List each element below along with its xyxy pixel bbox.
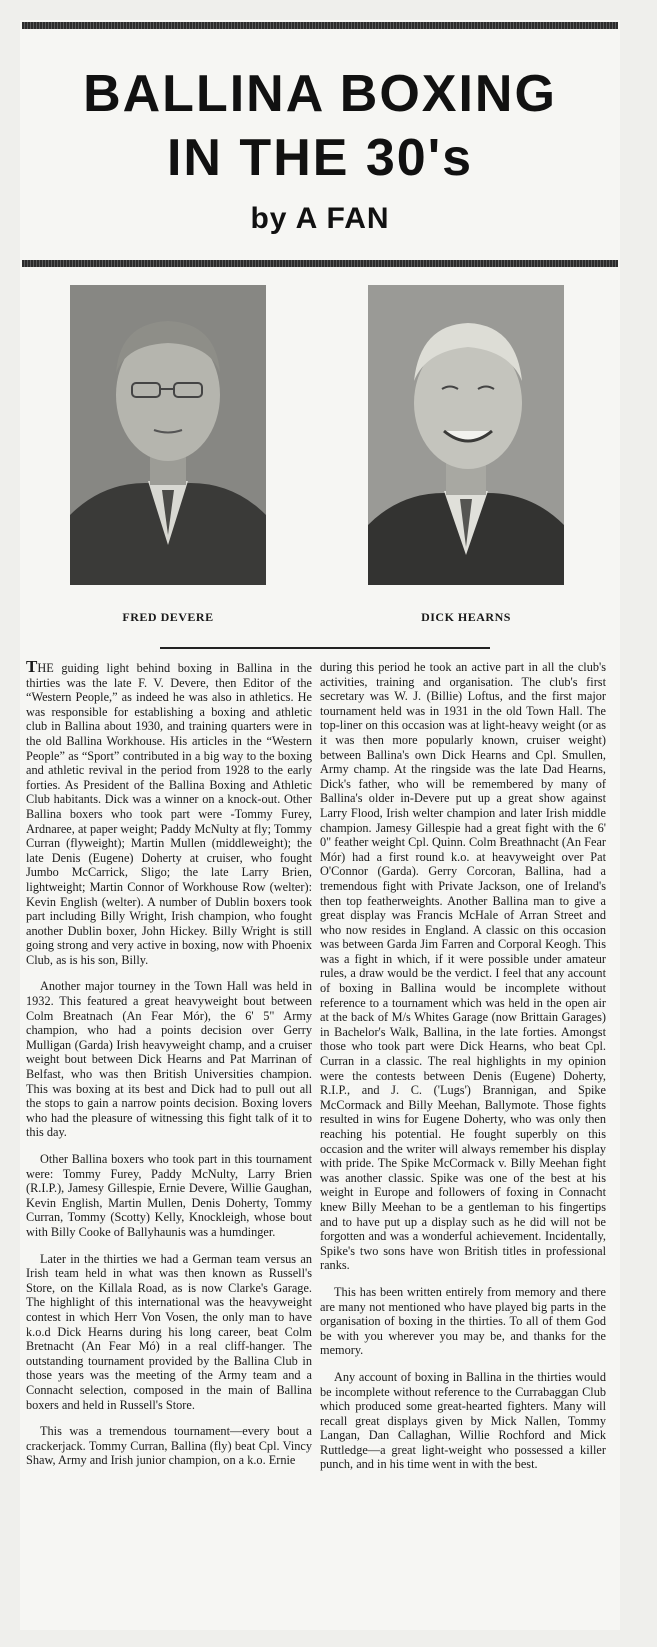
article-paragraph: THE guiding light behind boxing in Ballina in the thirties was the late F. V. Devere, then Editor of the “Western People,” as indeed he was also in athletics. He was responsible for establishing a boxing and athletic club in Ballina about 1930, and training quarters were in the old Ballina Workhouse. His articles in the “Western People” as “Sport” contributed in a big way to the boxing and athletic revival in the period from 1928 to the early forties. As President of the Ballina Boxing and Athletic Club habitants. Dick was a winner on a knock-out. Other Ballina boxers who took part were -Tommy Furey, Ardnaree, at paper weight; Paddy McNulty at fly; Tommy Curran (flyweight); Martin Mullen (middleweight); the late Denis (Eugene) Doherty at cruiser, who fought Jumbo McCarrick, Sligo; the late Larry Brien, lightweight; Martin Connor of Workhouse Row (welter): Kevin English (welter). A number of Dublin boxers took part including Billy Wright, Irish champion, who fought another Dublin boxer, John Hickey. Billy Wright is still going strong and very active in boxing, now with Phoenix Club, as is his son, Billy. <box>26 657 312 967</box>
drop-cap: T <box>26 657 38 676</box>
article-paragraph: Another major tourney in the Town Hall was held in 1932. This featured a great heavyweight bout between Colm Breatnach (An Fear Mór), the 6' 5" Army champion, who had a points decision over Gerry Mulligan (Garda) Irish heavyweight champ, and a cruiser weight bout between Dick Hearns and Pat Marrinan of Belfast, who was then British Universities champion. This was boxing at its best and Dick had to pull out all the stops to gain a narrow points decision. Boxing lovers who had the pleasure of witnessing this fight talk of it to this day. <box>26 979 312 1140</box>
portrait-photo-icon <box>368 285 564 585</box>
article-paragraph: Later in the thirties we had a German team versus an Irish team held in what was then known as Russell's Store, on the Killala Road, as is now Clarke's Garage. The highlight of this international was the heavyweight contest in which Herr Von Vosen, the only man to have k.o.d Dick Hearns during his long career, beat Colm Bretnacht (An Fear Mó) in a real cliff-hanger. The outstanding tournament provided by the Ballina Club in those years was the meeting of the Army team and a Connacht selection, composed in the main of Ballina boxers and held in Russell's Store. <box>26 1251 312 1412</box>
article-paragraph: during this period he took an active part in all the club's activities, training and organisation. The club's first secretary was W. J. (Billie) Loftus, and the first major tournament held was in 1931 in the old Town Hall. The top-liner on this occasion was at light-heavy weight (or as it was then more popularly known, cruiser weight) between Ballina's own Dick Hearns and Cpl. Smullen, Army champ. At the ringside was the late Dad Hearns, Dick's father, who will be remembered by many of Ballina's older in-Devere put up a great show against Larry Flood, Irish welter champion and later Irish middle champion. Jamesy Gillespie had a great fight with the 6' 0" feather weight Cpl. Quinn. Colm Breathnacht (An Fear Mór) had a first round k.o. at heavyweight over Pat O'Connor (Garda). Gerry Corcoran, Ballina, had a tremendous fight with Private Jackson, one of Ireland's then top featherweights. Another Ballina man to give a great display was Francis McHale of Arran Street and who now resides in England. A classic on this occasion was between Garda Jim Farren and Corporal Keogh. This was a fight in which, if it were possible under amateur rules, a draw would be the verdict. I feel that any account of boxing in Ballina would be incomplete without reference to a tournament which was held in the open air at the back of M/s Whites Garage (now Brittain Garages) in Bachelor's Walk, Ballina, in the late forties. Amongst those who took part were Dick Hearns, who beat Cpl. Curran in a classic. The real highlights in my opinion were the contests between Denis (Eugene) Doherty, R.I.P., and J. C. ('Lugs') Brannigan, and Spike McCormack and Billy Meehan, Ballymote. Those fights resulted in wins for Eugene Doherty, who was only then reaching his potential. He fought superbly on this occasion and the writer will always remember his display with pride. The Spike McCormack v. Billy Meehan fight was another classic. Spike was one of the best at his weight in Europe and followers of foxing in Connacht knew Billy Meehan to be a gentleman to his fingertips and to have put up a display such as he did will not be forgotten and was a wonderful achievement. Incidentally, Spike's two sons have won British titles in professional ranks. <box>320 660 606 1273</box>
article-column-right <box>320 660 606 1484</box>
photo-caption-right: DICK HEARNS <box>421 610 511 624</box>
headline-line-2: IN THE 30's <box>166 129 474 187</box>
top-rule <box>22 22 618 29</box>
header-bottom-rule <box>22 260 618 267</box>
article-paragraph: Any account of boxing in Ballina in the thirties would be incomplete without reference to the Currabaggan Club which produced some great-hearted fighters. Many will recall great displays given by Mick Nallen, Tommy Langan, Dan Callaghan, Willie Rochford and Mick Ruttledge—a great light-weight who possessed a killer punch, and in his time went in with the best. <box>320 1369 606 1472</box>
portrait-photo-icon <box>70 285 266 585</box>
article-paragraph: This was a tremendous tournament—every bout a crackerjack. Tommy Curran, Ballina (fly) beat Cpl. Vincy Shaw, Army and Irish junior champion, on a k.o. Ernie <box>26 1424 312 1468</box>
article-paragraph: Other Ballina boxers who took part in this tournament were: Tommy Furey, Paddy McNulty, Larry Brien (R.I.P.), Jamesy Gillespie, Ernie Devere, Willie Gaughan, Kevin English, Martin Mullen, Denis Doherty, Tommy Curran, Tommy (Scotty) Kelly, Knockleigh, whose bout with Billy Cooke of Ballyhaunis was a humdinger. <box>26 1152 312 1239</box>
section-divider <box>160 647 490 649</box>
magazine-page <box>20 20 620 1630</box>
byline: by A FAN <box>250 202 390 235</box>
headline-line-1: BALLINA BOXING <box>83 65 557 123</box>
article-paragraph: This has been written entirely from memory and there are many not mentioned who have played big parts in the organisation of boxing in the thirties. To all of them God be with you wherever you may be, and thanks for the memory. <box>320 1284 606 1358</box>
article-column-left <box>26 657 312 1480</box>
photo-caption-left: FRED DEVERE <box>122 610 214 624</box>
